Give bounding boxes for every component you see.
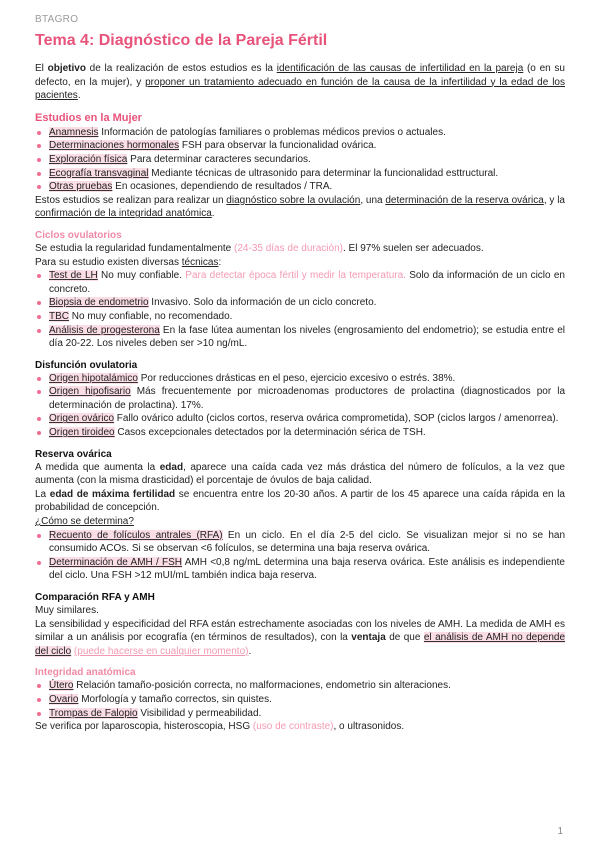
comparacion-p2: La sensibilidad y especificidad del RFA están estrechamente asociadas con los niveles de AMH. La medida de AMH es similar a un análisis por ecografía (en términos de resultados), con la ventaja de que el análisis de AMH no depende del ciclo (puede hacerse en cualquier momento).: [35, 618, 566, 657]
list-item: Origen ovárico Fallo ovárico adulto (ciclos cortos, reserva ovárica comprometida), SOP (ciclos largos / amenorrea).: [35, 412, 565, 426]
list-item: Origen tiroideo Casos excepcionales detectados por la determinación sérica de TSH.: [35, 426, 565, 440]
page-number: 1: [557, 826, 563, 837]
ciclos-list: [35, 269, 565, 351]
list-item: Biopsia de endometrio Invasivo. Solo da información de un ciclo concreto.: [35, 296, 565, 310]
list-item: Recuento de folículos antrales (RFA) En un ciclo. En el día 2-5 del ciclo. Se visualizan mejor si no se han consumido ACOs. Si se observan <6 folículos, se determina una baja reserva ovárica.: [35, 529, 565, 556]
comparacion-p1: Muy similares.: [35, 605, 99, 616]
section-heading: Disfunción ovulatoria: [35, 359, 138, 371]
list-item: Ecografía transvaginal Mediante técnicas de ultrasonido para determinar la funcionalidad esttructural.: [35, 167, 565, 181]
integridad-closing: Se verifica por laparoscopia, histeroscopia, HSG (uso de contraste), o ultrasonidos.: [35, 721, 405, 733]
list-item: Origen hipofisario Más frecuentemente por microadenomas productores de prolactina (diagnosticados por la determinación de prolactina). 17%.: [35, 385, 565, 412]
list-item: Determinación de AMH / FSH AMH <0,8 ng/mL determina una baja reserva ovárica. Este análisis es independiente del ciclo. Una FSH >12 mUI/mL también indica baja reserva.: [35, 556, 565, 583]
section-heading: Reserva ovárica: [35, 448, 112, 460]
list-item: Trompas de Falopio Visibilidad y permeabilidad.: [35, 707, 565, 721]
section-disfuncion: [35, 360, 565, 440]
ciclos-p2: Para su estudio existen diversas técnicas:: [35, 256, 222, 268]
section-mujer: [35, 112, 565, 221]
mujer-list: [35, 126, 565, 194]
brand-label: BTAGRO: [35, 14, 79, 25]
list-item: Otras pruebas En ocasiones, dependiendo de resultados / TRA.: [35, 180, 565, 194]
list-item: Test de LH No muy confiable. Para detectar época fértil y medir la temperatura. Solo da información de un ciclo en concreto.: [35, 269, 565, 296]
document-page: [35, 14, 565, 734]
list-item: Útero Relación tamaño-posición correcta, no malformaciones, endometrio sin alteraciones.: [35, 679, 565, 693]
section-heading: Comparación RFA y AMH: [35, 592, 155, 603]
list-item: Determinaciones hormonales FSH para observar la funcionalidad ovárica.: [35, 139, 565, 153]
intro-paragraph: El objetivo de la realización de estos estudios es la identificación de las causas de infertilidad en la pareja (o en su defecto, en la mujer), y proponer un tratamiento adecuado en función de la causa de la infertilidad y la edad de los pacientes.: [35, 63, 565, 102]
disfuncion-list: [35, 372, 565, 440]
section-heading: Estudios en la Mujer: [35, 111, 142, 124]
section-comparacion: [35, 592, 565, 658]
mujer-closing: Estos estudios se realizan para realizar un diagnóstico sobre la ovulación, una determinación de la reserva ovárica, y la confirmación de la integridad anatómica.: [35, 194, 565, 220]
list-item: Exploración física Para determinar caracteres secundarios.: [35, 153, 565, 167]
reserva-p1: A medida que aumenta la edad, aparece una caída cada vez más drástica del número de folículos, a la vez que aumenta (con la misma drasticidad) el porcentaje de óvulos de baja calidad.: [35, 461, 565, 487]
section-reserva: [35, 449, 565, 583]
reserva-list: [35, 529, 565, 583]
section-heading: Integridad anatómica: [35, 667, 136, 679]
list-item: Anamnesis Información de patologías familiares o problemas médicos previos o actuales.: [35, 126, 565, 140]
section-integridad: [35, 667, 565, 733]
reserva-p2: La edad de máxima fertilidad se encuentra entre los 20-30 años. A partir de los 45 aparece una caída rápida en la probabilidad de concepción.: [35, 488, 565, 514]
list-item: TBC No muy confiable, no recomendado.: [35, 310, 565, 324]
reserva-question: ¿Cómo se determina?: [35, 516, 134, 528]
section-ciclos: [35, 230, 565, 351]
ciclos-p1: Se estudia la regularidad fundamentalmente (24-35 días de duración). El 97% suelen ser adecuados.: [35, 242, 484, 254]
list-item: Origen hipotalámico Por reducciones drásticas en el peso, ejercicio excesivo o estrés. 38%.: [35, 372, 565, 386]
integridad-list: [35, 679, 565, 720]
list-item: Ovario Morfología y tamaño correctos, sin quistes.: [35, 693, 565, 707]
list-item: Análisis de progesterona En la fase lútea aumentan los niveles (engrosamiento del endometrio); se estudia entre el día 20-22. Los niveles deben ser >10 ng/mL.: [35, 324, 565, 351]
section-heading: Ciclos ovulatorios: [35, 229, 122, 241]
page-title: Tema 4: Diagnóstico de la Pareja Fértil: [35, 32, 328, 49]
